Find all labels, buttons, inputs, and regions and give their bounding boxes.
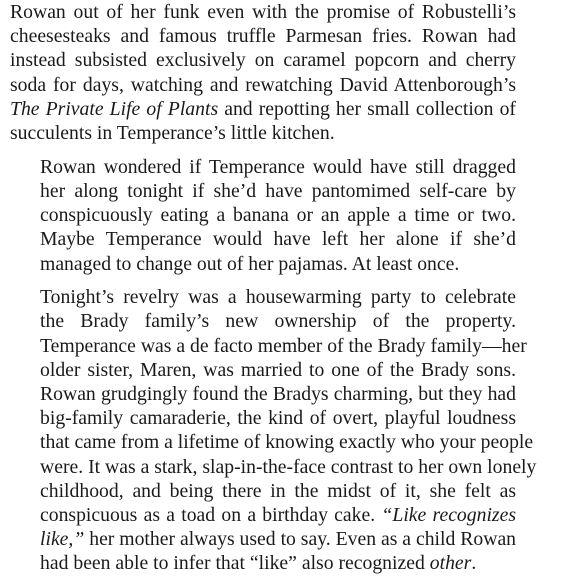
italic-text: other (429, 552, 472, 575)
text-line (10, 406, 516, 430)
text-run: and repotting her small collection of (218, 97, 516, 120)
text-line (10, 551, 516, 575)
text-line (10, 430, 534, 454)
paragraph-3 (10, 285, 537, 575)
text-line (10, 309, 516, 333)
text-line (10, 455, 537, 479)
text-line (10, 334, 527, 358)
text-run: . (471, 552, 477, 575)
text-line (10, 121, 516, 145)
text-line (10, 97, 516, 121)
text-run: the Brady family’s new ownership of the property. (40, 310, 516, 333)
text-run: managed to change out of her pajamas. At least once. (40, 252, 460, 275)
text-run: Maybe Temperance would have left her alone if she’d (40, 228, 516, 251)
text-line (10, 179, 516, 203)
text-line (10, 358, 516, 382)
text-line (10, 227, 516, 251)
text-run: Rowan grudgingly found the Bradys charming, but they had (40, 383, 516, 406)
text-line (10, 155, 516, 179)
text-line (10, 73, 516, 97)
text-line (10, 203, 516, 227)
text-line (10, 252, 516, 276)
text-run: soda for days, watching and rewatching David Attenborough’s (10, 73, 516, 96)
text-run: had been able to infer that “like” also recognized (40, 552, 430, 575)
book-page (10, 0, 537, 576)
text-run: Rowan wondered if Temperance would have still dragged (40, 155, 516, 178)
text-line (10, 285, 516, 309)
text-run: that came from a lifetime of knowing exactly who your people (40, 431, 534, 454)
text-line (10, 48, 516, 72)
text-run: conspicuous as a toad on a birthday cake. (40, 504, 382, 527)
italic-text: “Like recognizes (381, 504, 516, 527)
text-run: succulents in Temperance’s little kitchen. (10, 122, 335, 145)
text-run: cheesesteaks and famous truffle Parmesan fries. Rowan had (10, 25, 516, 48)
text-run: conspicuously eating a banana or an apple a time or two. (40, 204, 516, 227)
italic-text: like,” (40, 528, 85, 551)
text-run: her along tonight if she’d have pantomimed self-care by (40, 179, 516, 202)
text-line (10, 0, 516, 24)
text-run: were. It was a stark, slap-in-the-face contrast to her own lonely (40, 455, 537, 478)
text-run: childhood, and being there in the midst of it, she felt as (40, 479, 516, 502)
text-line (10, 382, 516, 406)
paragraph-1 (10, 0, 516, 145)
text-run: Temperance was a de facto member of the Brady family—her (40, 334, 527, 357)
text-run: older sister, Maren, was married to one of the Brady sons. (40, 358, 516, 381)
text-line (10, 503, 516, 527)
text-run: Tonight’s revelry was a housewarming party to celebrate (40, 286, 516, 309)
text-line (10, 24, 516, 48)
text-line (10, 479, 516, 503)
paragraph-2 (10, 155, 516, 276)
text-run: big-family camaraderie, the kind of overt, playful loudness (40, 407, 516, 430)
text-run: instead subsisted exclusively on caramel popcorn and cherry (10, 49, 516, 72)
text-line (10, 527, 516, 551)
text-run: her mother always used to say. Even as a child Rowan (84, 528, 517, 551)
italic-text: The Private Life of Plants (10, 97, 219, 120)
text-run: Rowan out of her funk even with the promise of Robustelli’s (10, 1, 516, 23)
